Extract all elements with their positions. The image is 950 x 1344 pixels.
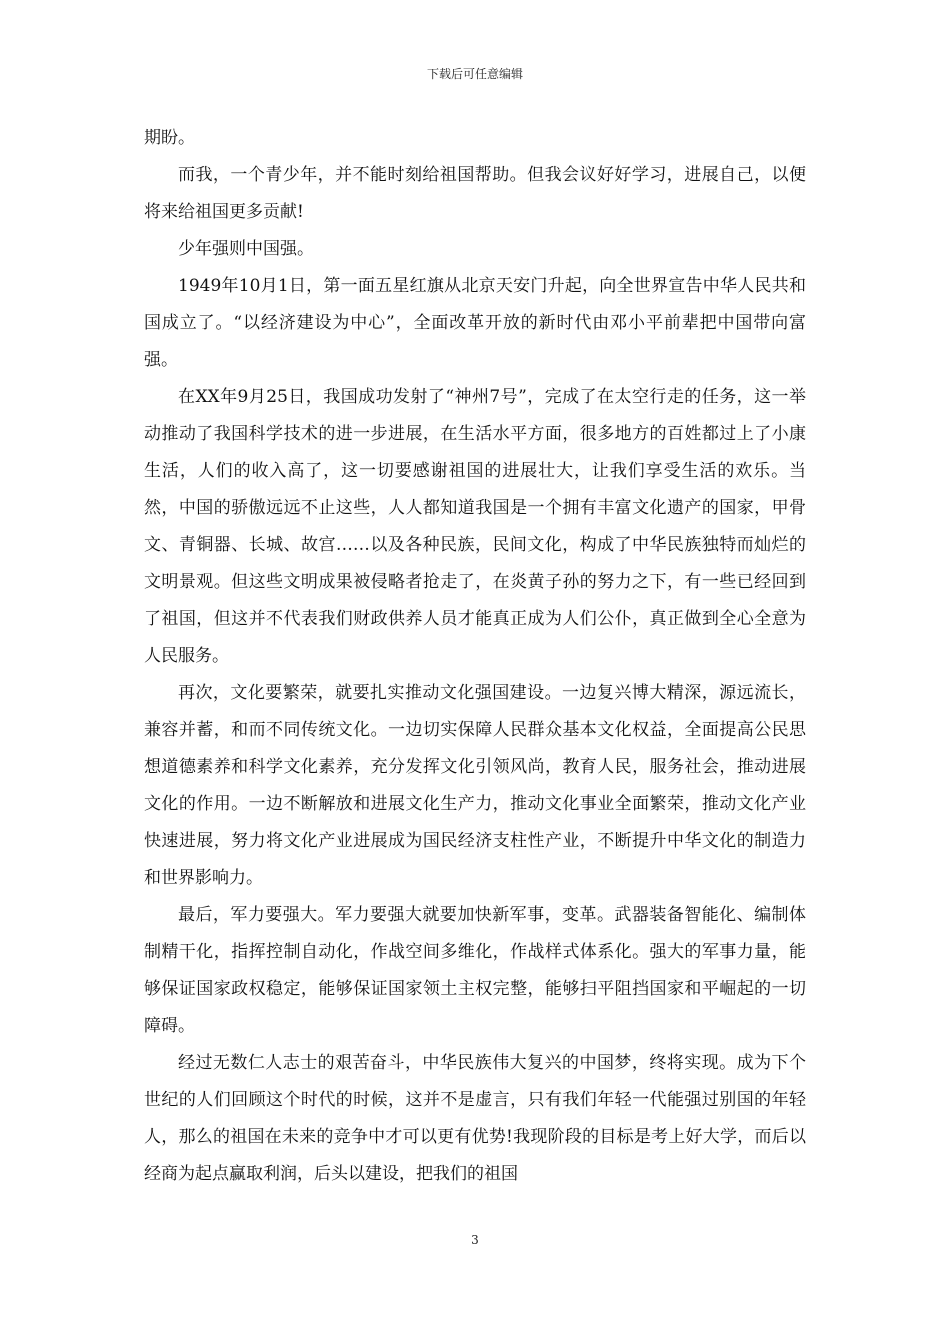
paragraph: 经过无数仁人志士的艰苦奋斗，中华民族伟大复兴的中国梦，终将实现。成为下个世纪的人们回顾这个时代的时候，这并不是虚言，只有我们年轻一代能强过别国的年轻人，那么的祖国在未来的竞争中才可以更有优势!我现阶段的目标是考上好大学，而后以经商为起点赢取利润，后头以建设，把我们的祖国 — [144, 1053, 806, 1184]
paragraph: 期盼。 — [144, 128, 195, 148]
paragraph: 再次，文化要繁荣，就要扎实推动文化强国建设。一边复兴博大精深，源远流长，兼容并蓄，和而不同传统文化。一边切实保障人民群众基本文化权益，全面提高公民思想道德素养和科学文化素养，充分发挥文化引领风尚，教育人民，服务社会，推动进展文化的作用。一边不断解放和进展文化生产力，推动文化事业全面繁荣，推动文化产业快速进展，努力将文化产业进展成为国民经济支柱性产业，不断提升中华文化的制造力和世界影响力。 — [144, 683, 806, 888]
paragraph: 而我，一个青少年，并不能时刻给祖国帮助。但我会议好好学习，进展自己，以便将来给祖国更多贡献! — [144, 165, 806, 222]
paragraph: 在XX年9月25日，我国成功发射了“神州7号”，完成了在太空行走的任务，这一举动推动了我国科学技术的进一步进展，在生活水平方面，很多地方的百姓都过上了小康生活，人们的收入高了，这一切要感谢祖国的进展壮大，让我们享受生活的欢乐。当然，中国的骄傲远远不止这些，人人都知道我国是一个拥有丰富文化遗产的国家，甲骨文、青铜器、长城、故宫……以及各种民族，民间文化，构成了中华民族独特而灿烂的文明景观。但这些文明成果被侵略者抢走了，在炎黄子孙的努力之下，有一些已经回到了祖国，但这并不代表我们财政供养人员才能真正成为人们公仆，真正做到全心全意为人民服务。 — [144, 387, 806, 666]
paragraph: 1949年10月1日，第一面五星红旗从北京天安门升起，向全世界宣告中华人民共和国成立了。“以经济建设为中心”，全面改革开放的新时代由邓小平前辈把中国带向富强。 — [144, 276, 806, 370]
page-number: 3 — [471, 1233, 479, 1247]
paragraph: 最后，军力要强大。军力要强大就要加快新军事，变革。武器装备智能化、编制体制精干化，指挥控制自动化，作战空间多维化，作战样式体系化。强大的军事力量，能够保证国家政权稳定，能够保证国家领土主权完整，能够扫平阻挡国家和平崛起的一切障碍。 — [144, 905, 806, 1036]
page-header: 下载后可任意编辑 — [426, 67, 523, 81]
paragraph: 少年强则中国强。 — [178, 239, 314, 259]
document-body — [144, 120, 806, 1193]
